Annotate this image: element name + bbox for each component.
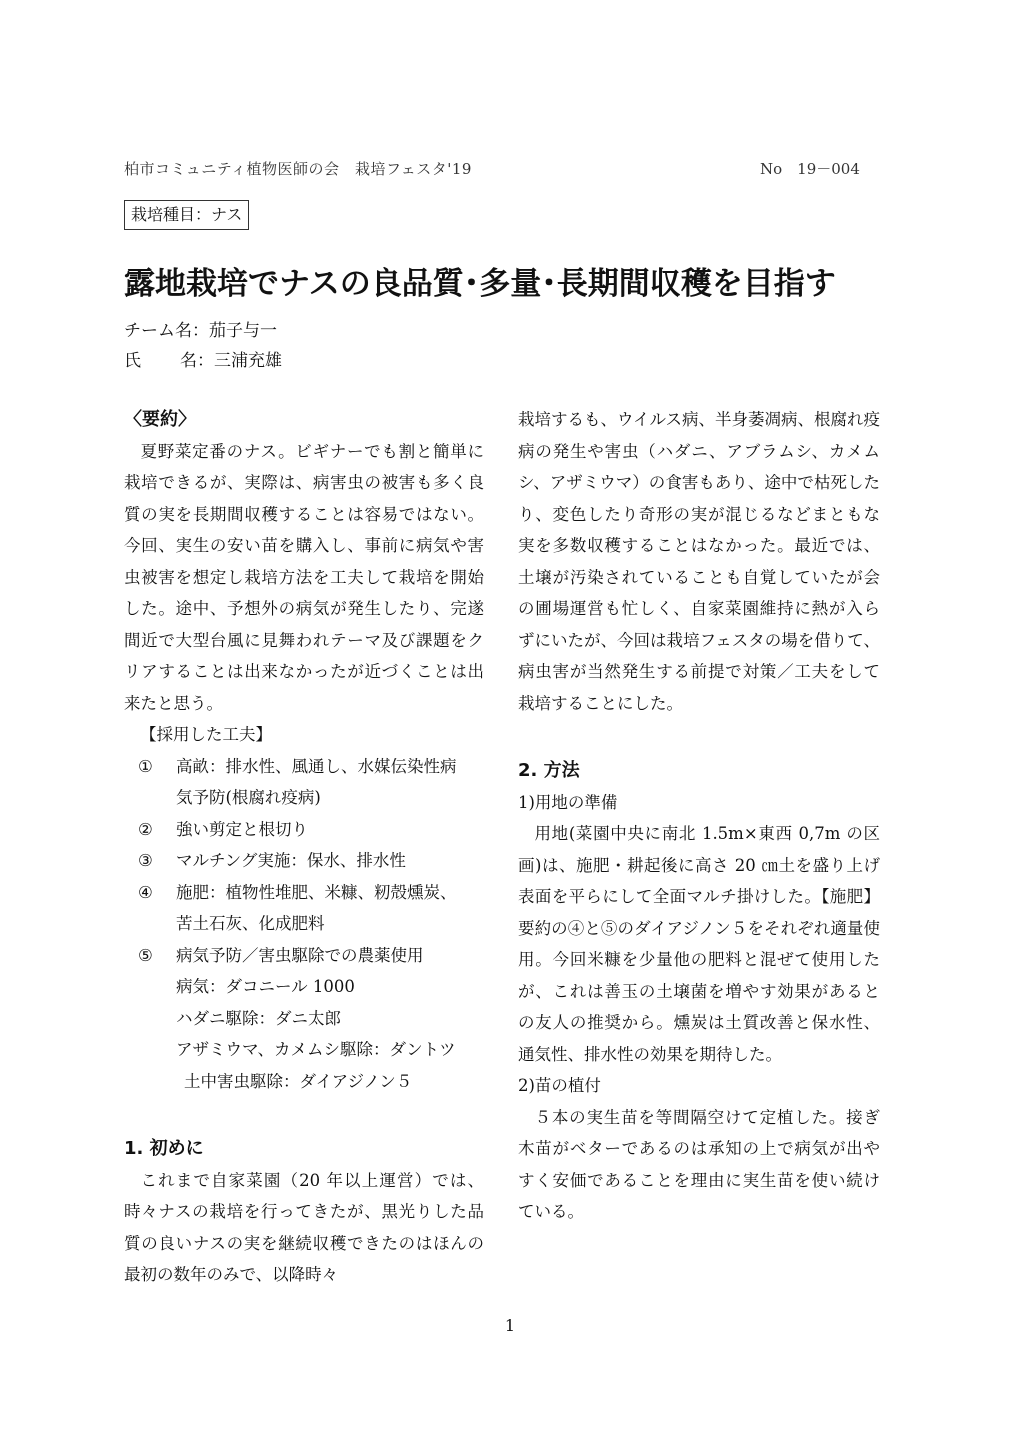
page-number: 1 [504,1316,516,1335]
method-number: ② [138,819,153,839]
author-line [124,346,282,371]
author-label-a: 氏 [124,351,141,371]
method-item [124,845,484,877]
methods-list [124,751,484,1098]
method-item [124,940,484,1066]
team-value: 茄子与一 [209,321,277,341]
method-text: マルチング実施：保水、排水性 [176,851,406,870]
land-prep-body: 用地(菜園中央に南北 1.5m×東西 0,7m の区画)は、施肥・耕起後に高さ 20 ㎝土を盛り上げ表面を平らにして全面マルチ掛けした。【施肥】要約の④と⑤のダイアジノン５をそれぞれ適量使用。今回米糠を少量他の肥料と混ぜて使用したが、これは善玉の土壌菌を増やす効果があるとの友人の推奨から。燻炭は土質改善と保水性、通気性、排水性の効果を期待した。 [518,824,880,1064]
crop-type-box: 栽培種目：ナス [124,200,249,230]
method-item [124,877,484,940]
summary-body: 夏野菜定番のナス。ビギナーでも割と簡単に栽培できるが、実際は、病害虫の被害も多く良質の実を長期間収穫することは容易ではない。今回、実生の安い苗を購入し、事前に病気や害虫被害を想定し栽培方法を工夫して栽培を開始した。途中、予想外の病気が発生したり、完遂間近で大型台風に見舞われテーマ及び課題をクリアすることは出来なかったが近づくことは出来たと思う。 [124,441,484,713]
method-text: 施肥：植物性堆肥、米糠、籾殻燻炭、 [176,882,457,902]
method-text: 病気予防／害虫駆除での農薬使用 [176,945,424,965]
team-line [124,316,277,341]
team-label: チーム名： [124,321,209,341]
intro-heading: 1. 初めに [124,1138,204,1159]
method-text: アザミウマ、カメムシ駆除：ダントツ [176,1040,456,1059]
document-title: 露地栽培でナスの良品質･多量･長期間収穫を目指す [124,266,836,302]
method-item-continued: 土中害虫駆除：ダイアジノン５ [184,1071,413,1091]
method-item [124,751,484,814]
method-number: ③ [138,851,153,870]
document-number: No 19－004 [760,160,860,178]
method-item [124,814,484,846]
method-text: 苦土石灰、化成肥料 [176,914,325,933]
right-column [518,404,880,1228]
methods-heading: 【採用した工夫】 [140,725,272,744]
method-text: 高畝：排水性、風通し、水媒伝染性病 [176,756,457,776]
author-value: 三浦充雄 [214,351,282,371]
method-number: ① [138,756,153,776]
method-text: 気予防(根腐れ疫病) [176,788,321,807]
method-text: 病気：ダコニール 1000 [176,977,355,996]
intro-body-right: 栽培するも、ウイルス病、半身萎凋病、根腐れ疫病の発生や害虫（ハダニ、アブラムシ、カメムシ、アザミウマ）の食害もあり、途中で枯死したり、変色したり奇形の実が混じるなどまともな実を多数収穫することはなかった。最近では、土壌が汚染されていることも自覚していたが会の圃場運営も忙しく、自家菜園維持に熱が入らずにいたが、今回は栽培フェスタの場を借りて、病虫害が当然発生する前提で対策／工夫をして栽培することにした。 [518,410,881,713]
header-organization: 柏市コミュニティ植物医師の会 栽培フェスタ'19 [124,160,472,178]
land-prep-heading: 1)用地の準備 [518,792,618,812]
planting-heading: 2)苗の植付 [518,1076,601,1095]
method-text: ハダニ駆除：ダニ太郎 [176,1008,341,1028]
left-column [124,404,484,1291]
author-label-b: 名： [180,351,214,371]
summary-heading: 〈要約〉 [124,409,196,430]
method-text: 強い剪定と根切り [176,819,308,839]
intro-body-left: これまで自家菜園（20 年以上運営）では、時々ナスの栽培を行ってきたが、黒光りした品質の良いナスの実を継続収穫できたのはほんの最初の数年のみで、以降時々 [124,1170,484,1284]
planting-body: ５本の実生苗を等間隔空けて定植した。接ぎ木苗がベターであるのは承知の上で病気が出やすく安価であることを理由に実生苗を使い続けている。 [518,1107,880,1221]
method-heading: 2. 方法 [518,760,580,781]
method-number: ④ [138,882,153,902]
method-number: ⑤ [138,945,153,965]
